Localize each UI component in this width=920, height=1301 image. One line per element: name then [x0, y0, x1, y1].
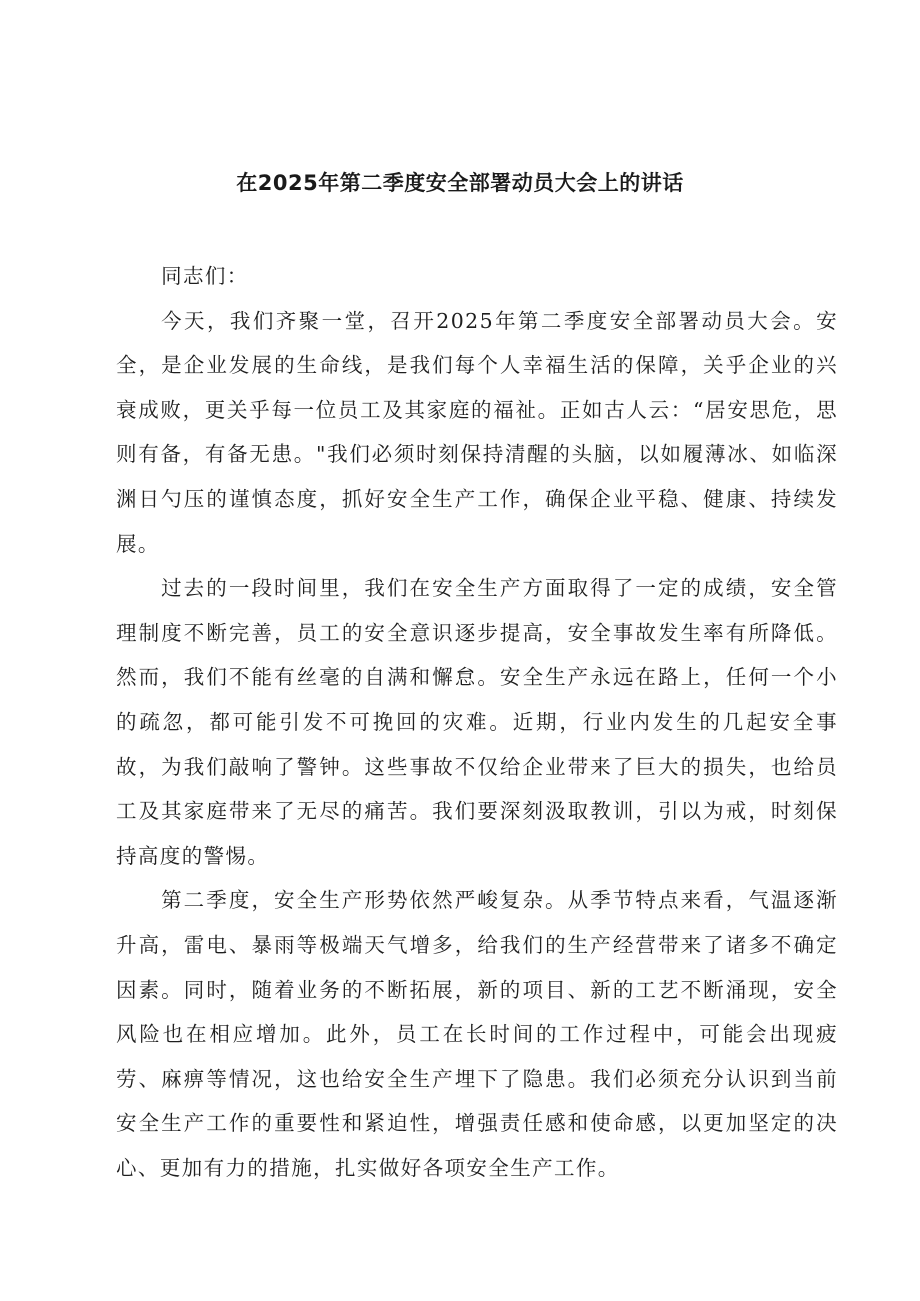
- salutation: 同志们：: [161, 264, 249, 288]
- document-title: 在2025年第二季度安全部署动员大会上的讲话: [236, 171, 684, 195]
- paragraph-1: 今天，我们齐聚一堂，召开2025年第二季度安全部署动员大会。安全，是企业发展的生命线，是我们每个人幸福生活的保障，关乎企业的兴衰成败，更关乎每一位员工及其家庭的福祉。正如古人云：“居安思危，思则有备，有备无患。"我们必须时刻保持清醒的头脑，以如履薄冰、如临深渊日勺压的谨慎态度，抓好安全生产工作，确保企业平稳、健康、持续发展。: [116, 308, 838, 556]
- paragraph-2: 过去的一段时间里，我们在安全生产方面取得了一定的成绩，安全管理制度不断完善，员工的安全意识逐步提高，安全事故发生率有所降低。然而，我们不能有丝毫的自满和懈怠。安全生产永远在路上，任何一个小的疏忽，都可能引发不可挽回的灾难。近期，行业内发生的几起安全事故，为我们敲响了警钟。这些事故不仅给企业带来了巨大的损失，也给员工及其家庭带来了无尽的痛苦。我们要深刻汲取教训，引以为戒，时刻保持高度的警惕。: [116, 576, 838, 868]
- paragraph-3: 第二季度，安全生产形势依然严峻复杂。从季节特点来看，气温逐渐升高，雷电、暴雨等极端天气增多，给我们的生产经营带来了诸多不确定因素。同时，随着业务的不断拓展，新的项目、新的工艺不断涌现，安全风险也在相应增加。此外，员工在长时间的工作过程中，可能会出现疲劳、麻痹等情况，这也给安全生产埋下了隐患。我们必须充分认识到当前安全生产工作的重要性和紧迫性，增强责任感和使命感，以更加坚定的决心、更加有力的措施，扎实做好各项安全生产工作。: [116, 888, 838, 1180]
- document-body: [116, 254, 838, 1190]
